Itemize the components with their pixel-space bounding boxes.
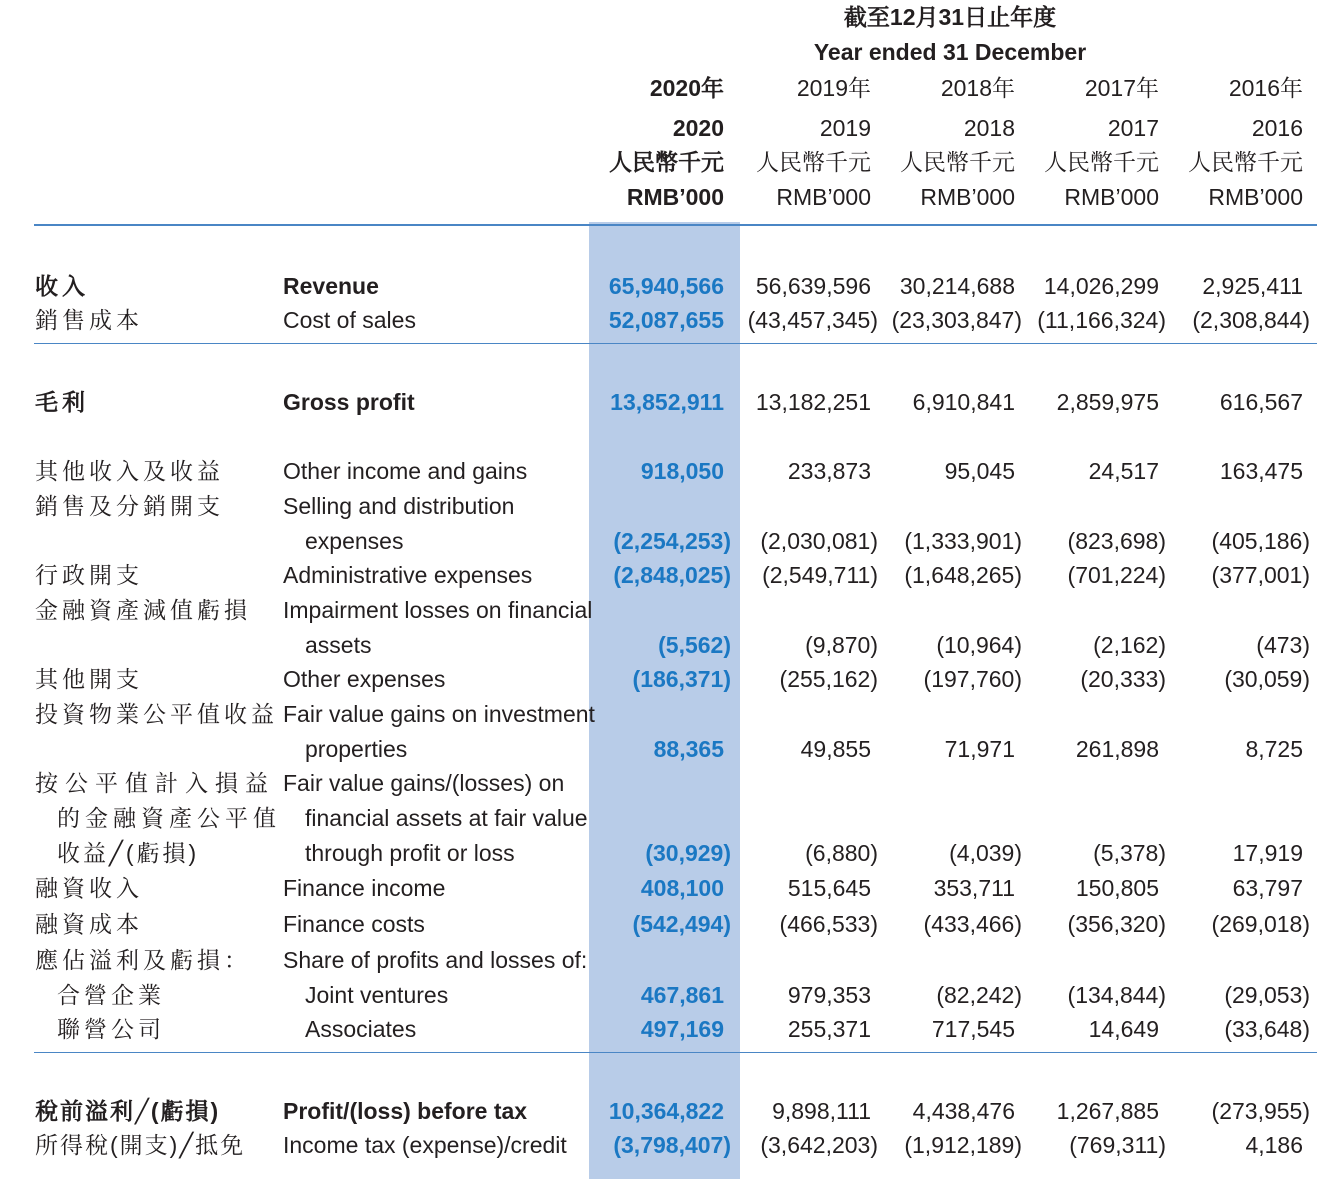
value-2019: 56,639,596 — [755, 273, 871, 299]
value-2019: (9,870) — [805, 632, 878, 658]
value-2019: (43,457,345) — [747, 307, 878, 333]
unit-zh-2020: 人民幣千元 — [609, 149, 724, 175]
value-2019: 979,353 — [787, 982, 871, 1008]
value-2017: 14,649 — [1088, 1016, 1159, 1042]
value-2016: (405,186) — [1211, 528, 1310, 554]
label-zh-cont: 收益╱(虧損) — [57, 840, 200, 866]
value-2019: (6,880) — [805, 840, 878, 866]
value-2017: 261,898 — [1075, 736, 1159, 762]
value-2020: (3,798,407) — [613, 1132, 731, 1158]
value-2020: 13,852,911 — [610, 389, 724, 415]
label-en: Gross profit — [283, 389, 415, 415]
unit-en-2017: RMB’000 — [1064, 184, 1159, 210]
value-2019: 233,873 — [787, 458, 871, 484]
value-2019: 49,855 — [800, 736, 871, 762]
unit-en-2016: RMB’000 — [1208, 184, 1303, 210]
label-en: Associates — [305, 1016, 417, 1042]
value-2016: 4,186 — [1245, 1132, 1303, 1158]
value-2019: (2,549,711) — [762, 562, 878, 588]
label-zh: 融資收入 — [35, 875, 143, 901]
label-zh: 行政開支 — [35, 562, 143, 588]
unit-zh-2018: 人民幣千元 — [900, 149, 1015, 175]
label-zh: 其他開支 — [35, 666, 143, 692]
label-zh: 金融資產減值虧損 — [35, 597, 251, 623]
value-2018: (1,333,901) — [904, 528, 1022, 554]
value-2016: (30,059) — [1224, 666, 1310, 692]
value-2017: 14,026,299 — [1043, 273, 1159, 299]
value-2018: (433,466) — [923, 911, 1022, 937]
value-2017: (356,320) — [1067, 911, 1166, 937]
value-2019: (3,642,203) — [760, 1132, 878, 1158]
unit-en-2020: RMB’000 — [626, 184, 724, 210]
value-2017: 24,517 — [1088, 458, 1159, 484]
value-2016: 2,925,411 — [1202, 273, 1303, 299]
label-en: Cost of sales — [283, 307, 416, 333]
value-2017: (11,166,324) — [1037, 307, 1166, 333]
value-2020: (186,371) — [632, 666, 731, 692]
value-2017: 150,805 — [1075, 875, 1159, 901]
value-2018: (1,648,265) — [904, 562, 1022, 588]
value-2017: (134,844) — [1067, 982, 1166, 1008]
year-2018: 2018 — [963, 115, 1015, 141]
value-2017: (2,162) — [1093, 632, 1166, 658]
label-en: Fair value gains/(losses) on — [283, 770, 565, 796]
label-en-cont: properties — [305, 736, 408, 762]
label-en: Impairment losses on financial — [283, 597, 593, 623]
value-2016: (473) — [1256, 632, 1310, 658]
value-2019: 9,898,111 — [772, 1098, 871, 1124]
value-2018: (82,242) — [936, 982, 1022, 1008]
unit-en-2018: RMB’000 — [920, 184, 1015, 210]
year-2016: 2016 — [1251, 115, 1303, 141]
header-rule — [34, 224, 1317, 226]
label-en: Income tax (expense)/credit — [283, 1132, 567, 1158]
value-2020: (2,848,025) — [613, 562, 731, 588]
value-2016: (269,018) — [1211, 911, 1310, 937]
unit-zh-2016: 人民幣千元 — [1188, 149, 1303, 175]
label-en: Other expenses — [283, 666, 446, 692]
label-en: Share of profits and losses of: — [283, 947, 588, 973]
value-2017: (20,333) — [1080, 666, 1166, 692]
label-zh: 收入 — [35, 273, 89, 299]
label-en: Finance costs — [283, 911, 425, 937]
value-2019: 515,645 — [787, 875, 871, 901]
value-2016: (33,648) — [1224, 1016, 1310, 1042]
value-2019: 13,182,251 — [755, 389, 871, 415]
label-zh: 合營企業 — [57, 982, 165, 1008]
value-2018: (10,964) — [936, 632, 1022, 658]
value-2020: (5,562) — [658, 632, 731, 658]
year-zh-2020: 2020年 — [649, 75, 724, 101]
value-2019: (466,533) — [779, 911, 878, 937]
year-zh-2016: 2016年 — [1228, 75, 1303, 101]
label-en: Other income and gains — [283, 458, 528, 484]
value-2016: 616,567 — [1219, 389, 1303, 415]
section-rule — [34, 1052, 1317, 1053]
value-2018: 717,545 — [931, 1016, 1015, 1042]
value-2017: 2,859,975 — [1056, 389, 1159, 415]
value-2018: (197,760) — [923, 666, 1022, 692]
label-en-cont: financial assets at fair value — [305, 805, 588, 831]
value-2016: 17,919 — [1232, 840, 1303, 866]
label-en: Fair value gains on investment — [283, 701, 595, 727]
label-en: Administrative expenses — [283, 562, 533, 588]
value-2020: (30,929) — [645, 840, 731, 866]
value-2020: 918,050 — [640, 458, 724, 484]
label-zh: 投資物業公平值收益 — [35, 701, 278, 727]
label-en: Revenue — [283, 273, 379, 299]
value-2020: 497,169 — [640, 1016, 724, 1042]
value-2019: (2,030,081) — [760, 528, 878, 554]
label-zh: 其他收入及收益 — [35, 458, 224, 484]
value-2018: 95,045 — [944, 458, 1015, 484]
year-2020: 2020 — [672, 115, 724, 141]
value-2016: 63,797 — [1232, 875, 1303, 901]
value-2019: (255,162) — [779, 666, 878, 692]
value-2016: (273,955) — [1211, 1098, 1310, 1124]
value-2017: (823,698) — [1067, 528, 1166, 554]
section-rule — [34, 343, 1317, 344]
value-2018: (1,912,189) — [904, 1132, 1022, 1158]
unit-en-2019: RMB’000 — [776, 184, 871, 210]
label-en-cont: assets — [305, 632, 372, 658]
value-2017: 1,267,885 — [1056, 1098, 1159, 1124]
value-2017: (701,224) — [1067, 562, 1166, 588]
label-zh: 融資成本 — [35, 911, 143, 937]
value-2017: (5,378) — [1093, 840, 1166, 866]
label-zh: 按公平值計入損益 — [35, 770, 275, 796]
year-zh-2017: 2017年 — [1084, 75, 1159, 101]
label-zh: 銷售成本 — [35, 307, 143, 333]
year-zh-2018: 2018年 — [940, 75, 1015, 101]
value-2016: (377,001) — [1211, 562, 1310, 588]
value-2016: (2,308,844) — [1192, 307, 1310, 333]
label-zh: 毛利 — [35, 389, 89, 415]
year-2017: 2017 — [1107, 115, 1159, 141]
label-zh: 稅前溢利╱(虧損) — [35, 1098, 221, 1124]
label-en-cont: through profit or loss — [305, 840, 515, 866]
period-zh: 截至12月31日止年度 — [843, 4, 1057, 30]
label-en: Profit/(loss) before tax — [283, 1098, 528, 1124]
value-2018: 353,711 — [933, 875, 1015, 901]
value-2018: 4,438,476 — [912, 1098, 1015, 1124]
label-zh-cont: 的金融資產公平值 — [57, 805, 281, 831]
value-2016: (29,053) — [1224, 982, 1310, 1008]
label-en: Selling and distribution — [283, 493, 515, 519]
value-2020: 52,087,655 — [608, 307, 724, 333]
label-en-cont: expenses — [305, 528, 404, 554]
value-2018: 6,910,841 — [912, 389, 1015, 415]
value-2016: 163,475 — [1219, 458, 1303, 484]
unit-zh-2019: 人民幣千元 — [756, 149, 871, 175]
value-2020: 88,365 — [653, 736, 724, 762]
value-2016: 8,725 — [1245, 736, 1303, 762]
value-2020: 408,100 — [640, 875, 724, 901]
label-en: Joint ventures — [305, 982, 449, 1008]
value-2017: (769,311) — [1069, 1132, 1166, 1158]
value-2020: 10,364,822 — [608, 1098, 724, 1124]
value-2018: (4,039) — [949, 840, 1022, 866]
value-2019: 255,371 — [787, 1016, 871, 1042]
value-2020: 467,861 — [640, 982, 724, 1008]
period-en: Year ended 31 December — [813, 39, 1087, 65]
label-zh: 銷售及分銷開支 — [35, 493, 224, 519]
unit-zh-2017: 人民幣千元 — [1044, 149, 1159, 175]
label-zh: 所得稅(開支)╱抵免 — [35, 1132, 246, 1158]
label-zh: 應佔溢利及虧損： — [35, 947, 251, 973]
value-2018: (23,303,847) — [891, 307, 1022, 333]
value-2018: 71,971 — [944, 736, 1015, 762]
value-2018: 30,214,688 — [899, 273, 1015, 299]
year-zh-2019: 2019年 — [796, 75, 871, 101]
year-2019: 2019 — [819, 115, 871, 141]
value-2020: (542,494) — [632, 911, 731, 937]
value-2020: 65,940,566 — [608, 273, 724, 299]
label-en: Finance income — [283, 875, 446, 901]
value-2020: (2,254,253) — [613, 528, 731, 554]
label-zh: 聯營公司 — [57, 1016, 165, 1042]
